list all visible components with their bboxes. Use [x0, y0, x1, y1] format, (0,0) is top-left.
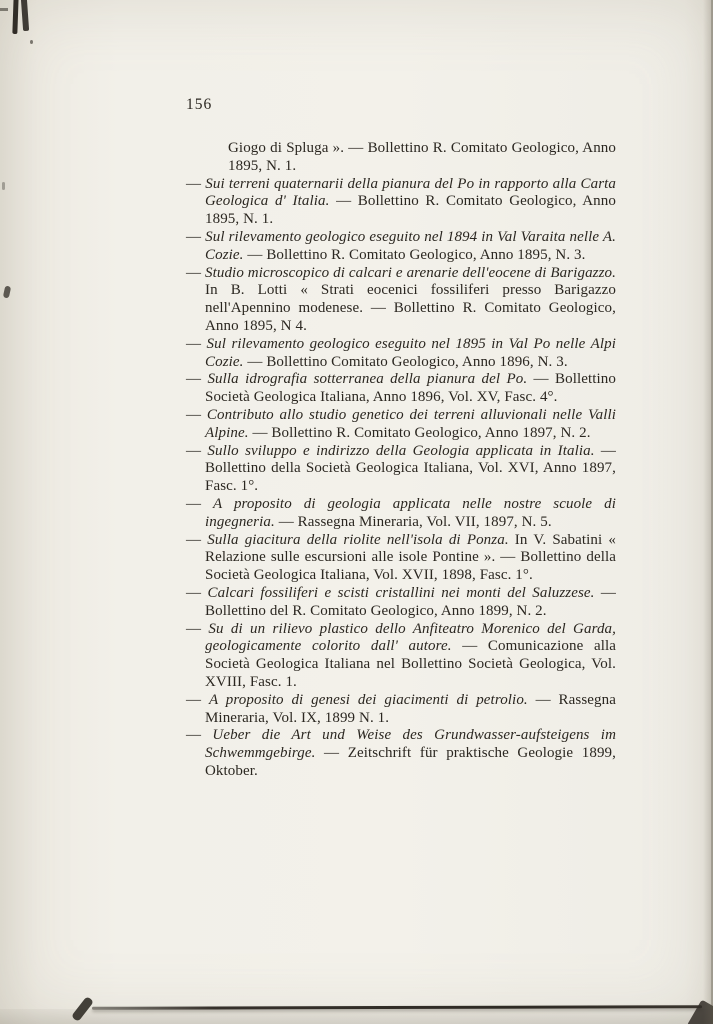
page-number: 156 [186, 96, 213, 113]
bibliography-entry [186, 621, 616, 692]
entry-dash: — [186, 691, 209, 708]
entry-dash: — [186, 228, 206, 245]
bibliography-entry [186, 727, 616, 780]
bibliography-entry [186, 265, 616, 336]
entry-title: Sul rilevamento geologico eseguito nel 1895 in Val Po nelle Alpi Cozie. [205, 335, 616, 370]
entry-reference: — Bollettino Comitato Geologico, Anno 1896, N. 3. [243, 353, 568, 370]
scan-mark-top-left-2 [21, 0, 29, 31]
bibliography-entry [186, 407, 616, 443]
scan-mark-left-edge [3, 286, 11, 299]
entry-reference: — Rassegna Mineraria, Vol. VII, 1897, N. 5. [274, 513, 552, 530]
bibliography-entry [186, 336, 616, 372]
entry-reference: In V. Sabatini « Relazione sulle escursioni alle isole Pontine ». — Bollettino della Società Geologica Italiana, Vol. XVII, 1898, Fasc. 1°. [205, 531, 617, 584]
scan-mark-left-edge-faint [2, 182, 5, 190]
scan-mark-top-left-1 [12, 0, 18, 34]
entry-dash: — [186, 620, 209, 637]
entry-title: Sul rilevamento geologico eseguito nel 1894 in Val Varaita nelle A. Cozie. [205, 228, 617, 263]
entry-reference: — Bollettino R. Comitato Geologico, Anno 1895, N. 3. [243, 246, 586, 263]
entry-reference: — Bollettino del R. Comitato Geologico, Anno 1899, N. 2. [205, 584, 617, 619]
entry-dash: — [186, 495, 214, 512]
entry-reference: — Bollettino della Società Geologica Italiana, Vol. XVI, Anno 1897, Fasc. 1°. [205, 442, 616, 495]
entry-dash: — [186, 584, 208, 601]
bibliography-entry [186, 371, 616, 407]
entry-dash: — [186, 727, 213, 744]
entry-reference: — Zeitschrift für praktische Geologie 1899, Oktober. [205, 745, 616, 779]
entry-title: Sulla idrografia sotterranea della pianura del Po. [207, 371, 528, 388]
entry-dash: — [186, 442, 208, 459]
scan-bottom-shadow-strip [0, 1009, 713, 1024]
bibliography-entry [186, 176, 616, 229]
bibliography-entry [186, 532, 616, 585]
entry-reference: Giogo di Spluga ». — Bollettino R. Comitato Geologico, Anno 1895, N. 1. [228, 140, 616, 174]
entry-reference: — Bollettino R. Comitato Geologico, Anno 1895, N. 1. [205, 193, 616, 228]
bibliography-entry-continuation [228, 140, 616, 176]
entry-dash: — [186, 264, 205, 281]
entry-title: Ueber die Art und Weise des Grundwasser-aufsteigens im Schwemmgebirge. [205, 727, 616, 762]
scan-speck-top-left [30, 40, 33, 44]
bibliography-entry [186, 585, 616, 621]
entry-title: A proposito di geologia applicata nelle nostre scuole di ingegneria. [205, 495, 616, 530]
bibliography-list [186, 140, 616, 781]
entry-title: Sullo sviluppo e indirizzo della Geologia applicata in Italia. [207, 442, 595, 459]
entry-dash: — [186, 335, 207, 352]
entry-reference: — Bollettino R. Comitato Geologico, Anno 1897, N. 2. [248, 424, 591, 441]
entry-reference: — Comunicazione alla Società Geologica Italiana nel Bollettino Società Geologica, Vol. XVIII, Fasc. 1. [205, 638, 617, 690]
entry-dash: — [186, 406, 207, 423]
entry-reference: — Bollettino Società Geologica Italiana, Anno 1896, Vol. XV, Fasc. 4°. [205, 371, 616, 406]
entry-title: A proposito di genesi dei giacimenti di petrolio. [208, 691, 528, 708]
entry-reference: — Rassegna Mineraria, Vol. IX, 1899 N. 1. [205, 691, 616, 726]
entry-title: Studio microscopico di calcari e arenarie dell'eocene di Barigazzo. [204, 264, 616, 281]
entry-title: Contributo allo studio genetico dei terreni alluvionali nelle Valli Alpine. [205, 406, 616, 441]
bibliography-entry [186, 692, 616, 728]
entry-title: Su di un rilievo plastico dello Anfiteatro Morenico del Garda, geologicamente colorito dall' autore. [205, 620, 616, 655]
bibliography-entry [186, 443, 616, 496]
entry-reference: In B. Lotti « Strati eocenici fossiliferi presso Barigazzo nell'Apennino modenese. — Bollettino R. Comitato Geologico, Anno 1895, N 4. [205, 282, 616, 334]
entry-title: Sui terreni quaternarii della pianura del Po in rapporto alla Carta Geologica d' Italia. [205, 175, 617, 210]
bibliography-entry [186, 229, 616, 265]
entry-title: Calcari fossiliferi e scisti cristallini nei monti del Saluzzese. [207, 584, 595, 601]
entry-dash: — [186, 371, 208, 388]
bibliography-entry [186, 496, 616, 532]
entry-dash: — [186, 531, 208, 548]
entry-title: Sulla giacitura della riolite nell'isola di Ponza. [207, 531, 509, 548]
scan-mark-top-left-3 [0, 8, 8, 11]
entry-dash: — [186, 175, 206, 192]
